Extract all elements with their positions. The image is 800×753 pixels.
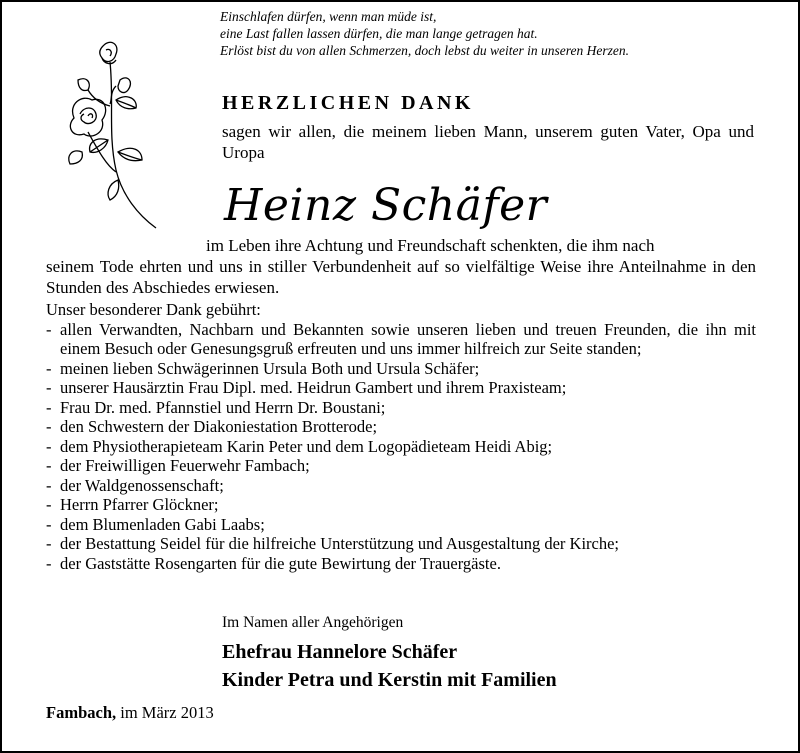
list-item: - unserer Hausärztin Frau Dipl. med. Heidrun Gambert und ihrem Praxisteam; (46, 378, 567, 397)
signature-line: Ehefrau Hannelore Schäfer (222, 641, 458, 663)
poem-line: Einschlafen dürfen, wenn man müde ist, (220, 9, 437, 24)
rose-illustration (58, 40, 166, 230)
body-line: seinem Tode ehrten und uns in stiller Verbundenheit auf so vielfältige Weise ihre Anteilnahme in den Stunden des Abschiedes erwiesen. (46, 257, 756, 297)
list-item: - dem Blumenladen Gabi Laabs; (46, 514, 265, 534)
date: im März 2013 (120, 703, 214, 722)
list-item: - den Schwestern der Diakoniestation Brotterode; (46, 417, 378, 436)
poem-line: Erlöst bist du von allen Schmerzen, doch lebst du weiter in unseren Herzen. (220, 43, 629, 58)
list-item: - der Bestattung Seidel für die hilfreiche Unterstützung und Ausgestaltung der Kirche; (46, 534, 620, 553)
place: Fambach, (46, 703, 117, 722)
list-item: - der Freiwilligen Feuerwehr Fambach; (46, 456, 310, 475)
poem (220, 8, 629, 59)
thanks-list (46, 300, 756, 573)
thanks-intro: Unser besonderer Dank gebührt: (46, 300, 261, 319)
list-item: - Frau Dr. med. Pfannstiel und Herrn Dr. Boustani; (46, 397, 386, 417)
body-text (46, 235, 756, 298)
list-item: - meinen lieben Schwägerinnen Ursula Both und Ursula Schäfer; (46, 358, 480, 378)
list-item: - Herrn Pfarrer Glöckner; (46, 495, 219, 514)
list-item: - allen Verwandten, Nachbarn und Bekannten sowie unseren lieben und treuen Freunden, die ihn mit einem Besuch oder Genesungsgruß erfreuten und uns immer hilfreich zur Seite standen; (46, 319, 756, 358)
signature-intro: Im Namen aller Angehörigen (222, 614, 404, 631)
poem-line: eine Last fallen lassen dürfen, die man lange getragen hat. (220, 26, 538, 41)
heading: HERZLICHEN DANK (222, 92, 474, 114)
place-date (46, 703, 214, 723)
list-item: - der Gaststätte Rosengarten für die gute Bewirtung der Trauergäste. (46, 553, 501, 573)
signature-block (222, 612, 557, 694)
intro-text: sagen wir allen, die meinem lieben Mann, unserem guten Vater, Opa und Uropa (222, 122, 754, 162)
list-item: - der Waldgenossenschaft; (46, 475, 224, 495)
body-line: im Leben ihre Achtung und Freundschaft schenkten, die ihm nach (206, 236, 655, 255)
signature-line: Kinder Petra und Kerstin mit Familien (222, 669, 557, 691)
deceased-name: Heinz Schäfer (224, 180, 548, 231)
list-item: - dem Physiotherapieteam Karin Peter und dem Logopädieteam Heidi Abig; (46, 436, 553, 456)
